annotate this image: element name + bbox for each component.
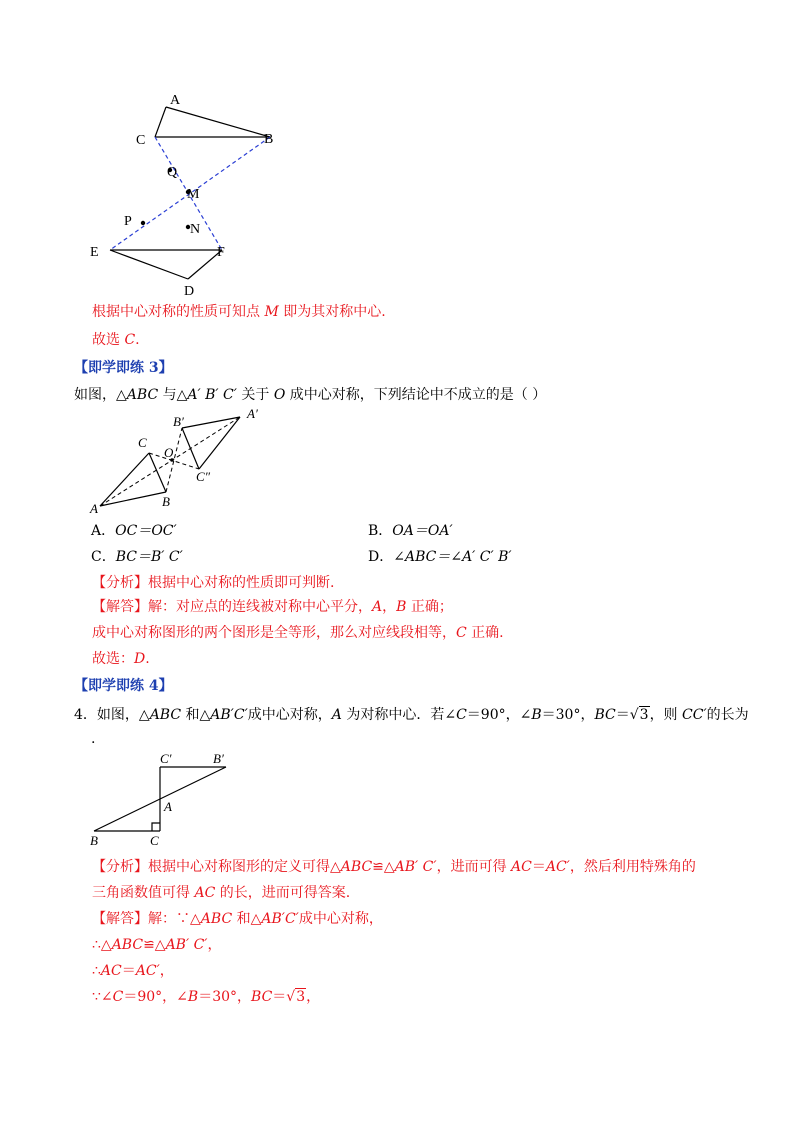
math: CC′ xyxy=(682,707,707,723)
radicand: 3 xyxy=(296,989,306,1005)
option-C[interactable] xyxy=(91,548,183,566)
tag: 【解答】 xyxy=(92,911,148,927)
label-C: C xyxy=(138,435,147,450)
solution1-line2 xyxy=(92,331,140,349)
text: ，进而可得 xyxy=(436,859,512,875)
math: B xyxy=(396,599,407,615)
practice4-analysis-line1 xyxy=(92,858,696,876)
option-A[interactable] xyxy=(91,522,177,540)
label-O: O xyxy=(164,445,174,460)
figure-practice4 xyxy=(0,750,800,850)
text: ＝ xyxy=(272,989,287,1005)
label-B-prime: B′ xyxy=(173,414,184,429)
math: AB′ C′ xyxy=(165,937,208,953)
text: 故选 xyxy=(92,332,125,348)
text: ∴△ xyxy=(92,937,112,953)
text: 与△ xyxy=(158,387,188,403)
text: ＝90°，∠ xyxy=(123,989,188,1005)
text: 正确； xyxy=(406,599,453,615)
text: ＝30°， xyxy=(541,707,595,723)
text: 成中心对称图形的两个图形是全等形，那么对应线段相等， xyxy=(92,625,456,641)
text: 根据中心对称的性质可知点 xyxy=(92,304,265,320)
practice3-answer-line3 xyxy=(92,650,150,668)
text: 解：对应点的连线被对称中心平分， xyxy=(148,599,372,615)
option-text: ∠ABC＝∠A′ C′ B′ xyxy=(393,549,512,565)
label-C: C xyxy=(136,133,146,148)
text: 三角函数值可得 xyxy=(92,885,195,901)
choice-C: C xyxy=(124,332,136,348)
math: ABC xyxy=(111,937,144,953)
text: 如图，△ xyxy=(74,387,127,403)
math: C xyxy=(456,625,467,641)
option-text: BC＝B′ C′ xyxy=(115,549,183,565)
text: 和△ xyxy=(232,911,262,927)
math: B xyxy=(531,707,542,723)
math: ABC xyxy=(126,387,159,403)
label-E: E xyxy=(90,245,99,260)
text: ＝ xyxy=(121,963,136,979)
math: AC′ xyxy=(545,859,570,875)
text: 和△ xyxy=(181,707,211,723)
text: 4．如图，△ xyxy=(74,707,150,723)
practice4-question xyxy=(74,706,749,724)
text: ，则 xyxy=(649,707,683,723)
label-B-prime: B′ xyxy=(213,751,224,766)
option-letter: B． xyxy=(368,523,393,539)
triangle-def xyxy=(110,250,222,279)
practice4-answer-line3 xyxy=(92,962,174,980)
math: BC xyxy=(594,707,616,723)
label-C-prime: C′ xyxy=(160,751,172,766)
label-M: M xyxy=(187,187,200,202)
label-B: B xyxy=(90,833,98,848)
text: 故选： xyxy=(92,651,134,667)
text: ， xyxy=(382,599,397,615)
practice4-answer-line4 xyxy=(92,988,320,1006)
text: . xyxy=(135,332,140,348)
tag: 【分析】 xyxy=(92,575,148,591)
label-C: C xyxy=(150,833,159,848)
math: ABC xyxy=(340,859,373,875)
triangle-abc xyxy=(155,107,270,137)
practice3-answer-line2 xyxy=(92,624,504,642)
math: AC xyxy=(511,859,532,875)
label-N: N xyxy=(190,222,201,237)
text: ≌△ xyxy=(143,937,166,953)
math: C xyxy=(112,989,124,1005)
math: AB′ C′ xyxy=(394,859,437,875)
label-A: A xyxy=(170,93,181,108)
option-B[interactable] xyxy=(368,522,453,540)
text: 关于 xyxy=(236,387,274,403)
text: 成中心对称，下列结论中不成立的是（ ） xyxy=(285,387,547,403)
practice3-analysis xyxy=(92,574,334,592)
label-B: B xyxy=(264,132,274,147)
math: AC′ xyxy=(135,963,160,979)
label-Q: Q xyxy=(167,165,178,180)
text: ∴ xyxy=(92,963,101,979)
text: 的长为 xyxy=(706,707,749,723)
text: ＝90°，∠ xyxy=(466,707,532,723)
option-D[interactable] xyxy=(368,548,512,566)
option-letter: C． xyxy=(91,549,116,565)
practice4-blank-dot: . xyxy=(91,731,96,747)
math: ABC xyxy=(149,707,182,723)
text: 根据中心对称的性质即可判断. xyxy=(148,575,335,591)
math: AB′C′ xyxy=(210,707,248,723)
text: ，然后利用特殊角的 xyxy=(569,859,696,875)
text: 根据中心对称图形的定义可得△ xyxy=(148,859,341,875)
math: D xyxy=(134,651,146,667)
math: AC xyxy=(100,963,122,979)
sqrt-symbol: √3 xyxy=(629,707,649,723)
label-A: A xyxy=(164,799,172,814)
math: B xyxy=(187,989,199,1005)
practice4-answer-line1 xyxy=(92,910,383,928)
label-C-prime: C″ xyxy=(196,469,211,484)
option-letter: D． xyxy=(368,549,394,565)
tag: 【分析】 xyxy=(92,859,148,875)
tag: 【解答】 xyxy=(92,599,148,615)
solution1-line1 xyxy=(92,303,386,321)
sqrt-symbol: √3 xyxy=(286,989,306,1005)
text: 即为其对称中心. xyxy=(278,304,386,320)
text: 成中心对称， xyxy=(298,911,383,927)
label-P: P xyxy=(124,214,132,229)
practice3-answer-line1 xyxy=(92,598,453,616)
text: ＝ xyxy=(531,859,546,875)
radicand: 3 xyxy=(639,707,649,723)
text: ∵∠ xyxy=(92,989,113,1005)
practice4-analysis-line2 xyxy=(92,884,350,902)
option-letter: A． xyxy=(91,523,116,539)
label-F: F xyxy=(217,245,225,260)
text: ＝ xyxy=(615,707,630,723)
math: C xyxy=(456,707,467,723)
practice4-answer-line2 xyxy=(92,936,221,954)
practice3-header: 【即学即练 3】 xyxy=(74,360,173,376)
point-M: M xyxy=(264,304,279,320)
figure-symmetry-abc-def xyxy=(0,0,800,300)
label-B: B xyxy=(162,494,170,509)
text: ， xyxy=(207,937,222,953)
math: A xyxy=(372,599,383,615)
text: 的长，进而可得答案. xyxy=(215,885,351,901)
math: AB′C′ xyxy=(261,911,299,927)
practice4-header: 【即学即练 4】 xyxy=(74,678,173,694)
math: AC xyxy=(194,885,216,901)
label-A-prime: A′ xyxy=(247,406,258,421)
text: ， xyxy=(159,963,174,979)
option-text: OC＝OC′ xyxy=(115,523,177,539)
text: ， xyxy=(306,989,321,1005)
math: BC xyxy=(251,989,273,1005)
figure-practice3 xyxy=(0,400,800,515)
text: . xyxy=(145,651,150,667)
math: A′ B′ C′ xyxy=(187,387,237,403)
text: ≌△ xyxy=(372,859,395,875)
text: 正确. xyxy=(466,625,504,641)
math: O xyxy=(273,387,286,403)
label-D: D xyxy=(184,284,195,299)
label-A: A xyxy=(90,501,98,516)
option-text: OA＝OA′ xyxy=(392,523,453,539)
text: 为对称中心．若∠ xyxy=(341,707,457,723)
text: 解：∵△ xyxy=(148,911,201,927)
text: 成中心对称， xyxy=(247,707,332,723)
text: ＝30°， xyxy=(198,989,252,1005)
math: ABC xyxy=(200,911,233,927)
math: A xyxy=(331,707,342,723)
